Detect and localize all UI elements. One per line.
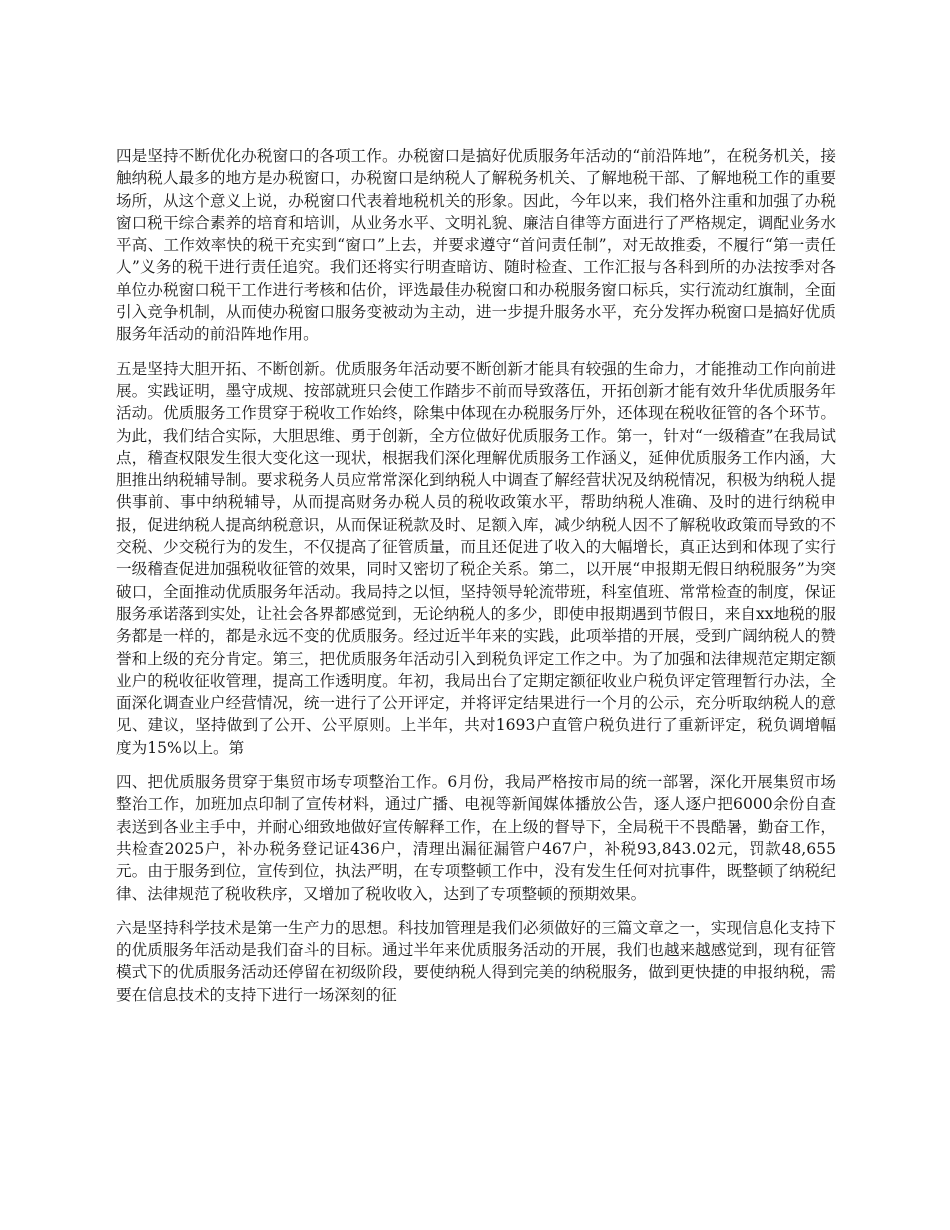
document-body xyxy=(116,145,836,1018)
paragraph-innovation: 五是坚持大胆开拓、不断创新。优质服务年活动要不断创新才能具有较强的生命力，才能推动工作向前进展。实践证明，墨守成规、按部就班只会使工作踏步不前而导致落伍，开拓创新才能有效升华优质服务年活动。优质服务工作贯穿于税收工作始终，除集中体现在办税服务厅外，还体现在税收征管的各个环节。为此，我们结合实际，大胆思维、勇于创新，全方位做好优质服务工作。第一，针对“一级稽查”在我局试点，稽查权限发生很大变化这一现状，根据我们深化理解优质服务工作涵义，延伸优质服务工作内涵，大胆推出纳税辅导制。要求税务人员应常常深化到纳税人中调查了解经营状况及纳税情况，积极为纳税人提供事前、事中纳税辅导，从而提高财务办税人员的税收政策水平，帮助纳税人准确、及时的进行纳税申报，促进纳税人提高纳税意识，从而保证税款及时、足额入库，减少纳税人因不了解税收政策而导致的不交税、少交税行为的发生，不仅提高了征管质量，而且还促进了收入的大幅增长，真正达到和体现了实行一级稽查促进加强税收征管的效果，同时又密切了税企关系。第二，以开展“申报期无假日纳税服务”为突破口，全面推动优质服务年活动。我局持之以恒，坚持领导轮流带班，科室值班、常常检查的制度，保证服务承诺落到实处，让社会各界都感觉到，无论纳税人的多少，即使申报期遇到节假日，来自xx地税的服务都是一样的，都是永远不变的优质服务。经过近半年来的实践，此项举措的开展，受到广阔纳税人的赞誉和上级的充分肯定。第三，把优质服务年活动引入到税负评定工作之中。为了加强和法律规范定期定额业户的税收征收管理，提高工作透明度。年初，我局出台了定期定额征收业户税负评定管理暂行办法，全面深化调查业户经营情况，统一进行了公开评定，并将评定结果进行一个月的公示，充分听取纳税人的意见、建议，坚持做到了公开、公平原则。上半年，共对1693户直管户税负进行了重新评定，税负调增幅度为15%以上。第 xyxy=(116,359,836,757)
paragraph-market-rectification: 四、把优质服务贯穿于集贸市场专项整治工作。6月份，我局严格按市局的统一部署，深化开展集贸市场整治工作，加班加点印制了宣传材料，通过广播、电视等新闻媒体播放公告，逐人逐户把6000余份自查表送到各业主手中，并耐心细致地做好宣传解释工作，在上级的督导下，全局税干不畏酷暑，勤奋工作，共检查2025户，补办税务登记证436户，清理出漏征漏管户467户，补税93,843.02元，罚款48,655元。由于服务到位，宣传到位，执法严明，在专项整顿工作中，没有发生任何对抗事件，既整顿了纳税纪律、法律规范了税收秩序，又增加了税收收入，达到了专项整顿的预期效果。 xyxy=(116,773,836,903)
paragraph-technology: 六是坚持科学技术是第一生产力的思想。科技加管理是我们必须做好的三篇文章之一，实现信息化支持下的优质服务年活动是我们奋斗的目标。通过半年来优质服务活动的开展，我们也越来越感觉到，现有征管模式下的优质服务活动还停留在初级阶段，要使纳税人得到完美的纳税服务，做到更快捷的申报纳税，需要在信息技术的支持下进行一场深刻的征 xyxy=(116,918,836,1004)
paragraph-window-service: 四是坚持不断优化办税窗口的各项工作。办税窗口是搞好优质服务年活动的“前沿阵地”，在税务机关，接触纳税人最多的地方是办税窗口，办税窗口是纳税人了解税务机关、了解地税干部、了解地税工作的重要场所，从这个意义上说，办税窗口代表着地税机关的形象。因此，今年以来，我们格外注重和加强了办税窗口税干综合素养的培育和培训，从业务水平、文明礼貌、廉洁自律等方面进行了严格规定，调配业务水平高、工作效率快的税干充实到“窗口”上去，并要求遵守“首问责任制”，对无故推委，不履行“第一责任人”义务的税干进行责任追究。我们还将实行明查暗访、随时检查、工作汇报与各科到所的办法按季对各单位办税窗口税干工作进行考核和估价，评选最佳办税窗口和办税服务窗口标兵，实行流动红旗制，全面引入竞争机制，从而使办税窗口服务变被动为主动，进一步提升服务水平，充分发挥办税窗口是搞好优质服务年活动的前沿阵地作用。 xyxy=(116,147,836,344)
